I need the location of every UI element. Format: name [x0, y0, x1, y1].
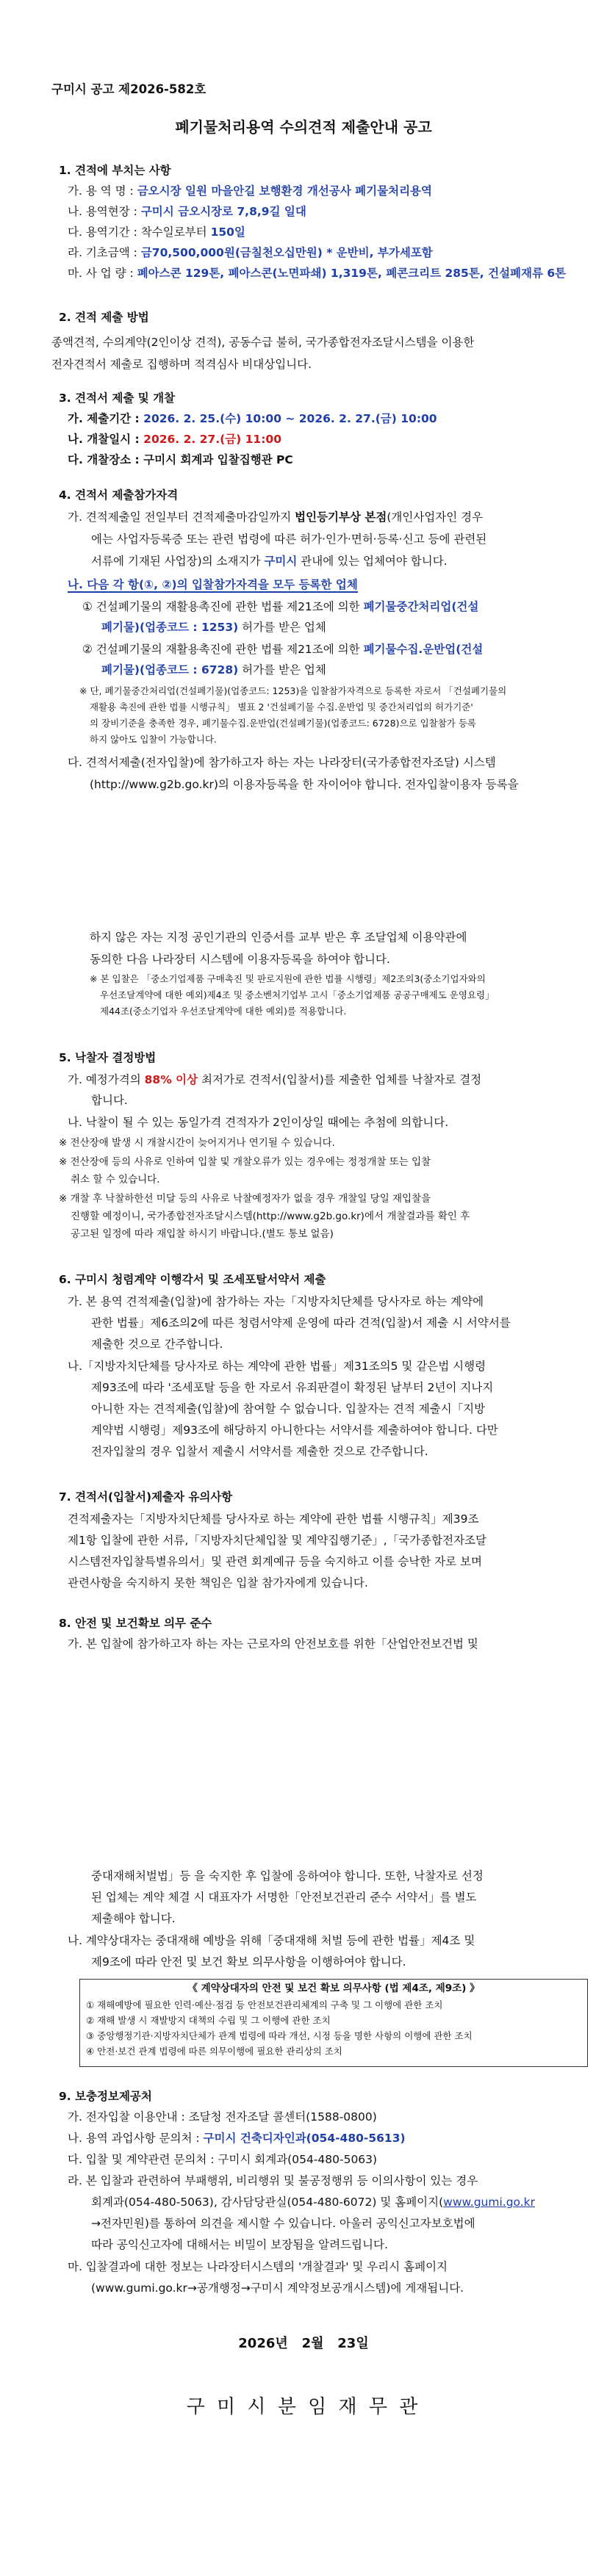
submission-period: 2026. 2. 25.(수) 10:00 ~ 2026. 2. 27.(금) 10:00 — [143, 412, 437, 425]
caution-note: ※ 개찰 후 낙찰하한선 미달 등의 사유로 낙찰예정자가 없을 경우 개찰일 당일 재입찰을 — [59, 1193, 431, 1205]
service-name-row: 가. 용 역 명 : 금오시장 일원 마을안길 보행환경 개선공사 폐기물처리용역 — [68, 184, 432, 198]
work-volume-row: 마. 사 업 량 : 폐아스콘 129톤, 폐아스콘(노면파쇄) 1,319톤, 폐콘크리트 285톤, 건설폐재류 6톤 — [68, 267, 567, 280]
caution-note: ※ 전산장애 발생 시 개찰시간이 늦어지거나 연기될 수 있습니다. — [59, 1137, 335, 1149]
caution-note: 취소 할 수 있습니다. — [71, 1174, 160, 1186]
opening-datetime: 2026. 2. 27.(금) 11:00 — [143, 433, 281, 446]
sme-note: ※ 본 입찰은 「중소기업제품 구매촉진 및 판로지원에 관한 법률 시행령」제2조의3(중소기업자와의 — [90, 973, 486, 984]
safety-duties-box — [79, 1979, 588, 2067]
qualification-line: 서류에 기재된 사업장)의 소재지가 구미시 관내에 있는 업체여야 합니다. — [91, 555, 448, 568]
safety-duty-item: ① 재해예방에 필요한 인력·예산·점검 등 안전보건관리체계의 구축 및 그 이행에 관한 조치 — [86, 1999, 443, 2010]
e-bid-line: (http://www.g2b.go.kr)의 이용자등록을 한 자이어야 합니다. 전자입찰이용자 등록을 — [90, 778, 519, 791]
e-bid-line: 동의한 다음 나라장터 시스템에 이용자등록을 하여야 합니다. — [90, 953, 390, 966]
safety-duty-line: 제9조에 따라 안전 및 보건 확보 의무사항을 이행하여야 합니다. — [91, 1955, 406, 1969]
e-bid-line: 다. 견적서제출(전자입찰)에 참가하고자 하는 자는 나라장터(국가종합전자조달) 시스템 — [68, 756, 496, 769]
registration-note: ※ 단, 폐기물중간처리업(건설폐기물)(업종코드: 1253)을 입찰참가자격으로 등록한 자로서 「건설폐기물의 — [79, 685, 507, 696]
tax-evasion-line: 제93조에 따라 '조세포탈 등을 한 자로서 유죄판결이 확정된 날부터 2년이 지나지 — [91, 1381, 494, 1394]
base-amount-row: 라. 기초금액 : 금70,500,000원(금칠천오십만원) * 운반비, 부가세포함 — [68, 246, 433, 259]
submission-method-line: 전자견적서 제출로 집행하며 적격심사 비대상입니다. — [51, 358, 312, 371]
e-bid-line: 하지 않은 자는 지정 공인기관의 인증서를 교부 받은 후 조달업체 이용약관에 — [90, 931, 467, 944]
tax-evasion-line: 전자입찰의 경우 입찰서 제출시 서약서를 제출한 것으로 간주합니다. — [91, 1445, 428, 1458]
result-info-line: 마. 입찰결과에 대한 정보는 나라장터시스템의 '개찰결과' 및 우리시 홈페이지 — [68, 2260, 448, 2273]
notice-number: 구미시 공고 제2026-582호 — [51, 82, 206, 96]
announcement-date: 2026년 2월 23일 — [238, 2336, 369, 2351]
integrity-line: 가. 본 용역 견적제출(입찰)에 참가하는 자는「지방자치단체를 당사자로 하는 계약에 — [68, 1295, 484, 1308]
safety-line: 된 업체는 계약 체결 시 대표자가 서명한「안전보건관리 준수 서약서」를 별도 — [91, 1891, 477, 1904]
registration-item-2: ② 건설폐기물의 재활용촉진에 관한 법률 제21조에 의한 폐기물수집.운반업(건설 — [82, 643, 484, 656]
base-amount: 금70,500,000원(금칠천오십만원) * 운반비, 부가세포함 — [140, 246, 433, 259]
registration-item-1: ① 건설폐기물의 재활용촉진에 관한 법률 제21조에 의한 폐기물중간처리업(건설 — [82, 600, 479, 613]
complaint-line: →전자민원)를 통하여 의견을 제시할 수 있습니다. 아울러 공익신고자보호법에 — [91, 2217, 475, 2230]
e-bid-help: 가. 전자입찰 이용안내 : 조달청 전자조달 콜센터(1588-0800) — [68, 2110, 377, 2124]
issuer-name: 구 미 시 분 임 재 무 관 — [186, 2396, 421, 2418]
submission-period-row: 가. 제출기간 : 2026. 2. 25.(수) 10:00 ~ 2026. 2. 27.(금) 10:00 — [68, 412, 437, 425]
opening-place: 다. 개찰장소 : 구미시 회계과 입찰집행관 PC — [68, 453, 293, 466]
section-8-heading: 8. 안전 및 보건확보 의무 준수 — [59, 1617, 212, 1630]
section-1-heading: 1. 견적에 부치는 사항 — [59, 164, 171, 177]
complaint-line: 따라 공익신고자에 대해서는 비밀이 보장됨을 알려드립니다. — [91, 2238, 388, 2251]
integrity-line: 제출한 것으로 간주합니다. — [91, 1338, 223, 1351]
tie-rule: 나. 낙찰이 될 수 있는 동일가격 견적자가 2인이상일 때에는 추첨에 의합니다. — [68, 1116, 449, 1129]
complaint-line: 회계과(054-480-5063), 감사담당관실(054-480-6072) 및 홈페이지(www.gumi.go.kr — [91, 2196, 536, 2209]
sme-note: 제44조(중소기업자 우선조달계약에 대한 예외)를 적용합니다. — [100, 1006, 347, 1017]
opening-datetime-row: 나. 개찰일시 : 2026. 2. 27.(금) 11:00 — [68, 433, 281, 446]
winner-criteria: 가. 예정가격의 88% 이상 최저가로 견적서(입찰서)를 제출한 업체를 낙찰자로 결정 — [68, 1073, 482, 1086]
safety-line: 가. 본 입찰에 참가하고자 하는 자는 근로자의 안전보호를 위한「산업안전보건법 및 — [68, 1637, 478, 1650]
service-site-row: 나. 용역현장 : 구미시 금오시장로 7,8,9길 일대 — [68, 205, 306, 218]
section-2-heading: 2. 견적 제출 방법 — [59, 311, 149, 324]
tax-evasion-line: 계약법 시행령」제93조에 해당하지 아니한다는 서약서를 제출하여야 합니다. 다만 — [91, 1424, 498, 1437]
integrity-line: 관한 법률」제6조의2에 따른 청렴서약제 운영에 따라 견적(입찰)서 제출 시 서약서를 — [91, 1316, 511, 1330]
service-period: 150일 — [210, 226, 245, 239]
registration-note: 하지 않아도 입찰이 가능합니다. — [90, 734, 217, 745]
bidder-notice-line: 견적제출자는「지방자치단체를 당사자로 하는 계약에 관한 법률 시행규칙」제39조 — [68, 1512, 479, 1526]
section-7-heading: 7. 견적서(입찰서)제출자 유의사항 — [59, 1490, 233, 1504]
registration-note: 재활용 촉진에 관한 법률 시행규칙」 별표 2 '건설폐기물 수집.운반업 및 중간처리업의 허가기준' — [90, 701, 473, 712]
qualification-line: 에는 사업자등록증 또는 관련 법령에 따른 허가·인가·면허·등록·신고 등에 관련된 — [91, 533, 487, 546]
task-contact: 구미시 건축디자인과(054-480-5613) — [203, 2132, 406, 2145]
service-name: 금오시장 일원 마을안길 보행환경 개선공사 폐기물처리용역 — [137, 184, 432, 198]
safety-duty-line: 나. 계약상대자는 중대재해 예방을 위해「중대재해 처벌 등에 관한 법률」제4조 및 — [68, 1934, 475, 1947]
tax-evasion-line: 나.「지방자치단체를 당사자로 하는 계약에 관한 법률」제31조의5 및 같은법 시행령 — [68, 1360, 486, 1373]
bidder-notice-line: 제1항 입찰에 관한 서류,「지방자치단체입찰 및 계약집행기준」,「국가종합전자조달 — [68, 1534, 486, 1547]
section-3-heading: 3. 견적서 제출 및 개찰 — [59, 392, 176, 405]
threshold-percent: 88% 이상 — [144, 1073, 198, 1086]
submission-method-line: 종액견적, 수의계약(2인이상 견적), 공동수급 불허, 국가종합전자조달시스템을 이용한 — [51, 336, 475, 349]
qualification-line: 가. 견적제출일 전일부터 견적제출마감일까지 법인등기부상 본점(개인사업자인 경우 — [68, 510, 484, 524]
service-site: 구미시 금오시장로 7,8,9길 일대 — [140, 205, 306, 218]
winner-criteria-cont: 합니다. — [91, 1094, 128, 1107]
section-4-heading: 4. 견적서 제출참가자격 — [59, 488, 179, 502]
caution-note: ※ 전산장애 등의 사유로 인하여 입찰 및 개찰오류가 있는 경우에는 정정개찰 또는 입찰 — [59, 1156, 431, 1168]
service-period-row: 다. 용역기간 : 착수일로부터 150일 — [68, 226, 245, 239]
bidder-notice-line: 시스템전자입찰특별유의서」및 관련 회계예규 등을 숙지하고 이를 승낙한 자로 보며 — [68, 1555, 483, 1568]
registration-note: 의 장비기준을 충족한 경우, 폐기물수집.운반업(건설폐기물)(업종코드: 6728)으로 입찰참가 등록 — [90, 718, 476, 729]
bidder-notice-line: 관련사항을 숙지하지 못한 책임은 입찰 참가자에게 있습니다. — [68, 1576, 368, 1590]
homepage-link[interactable]: www.gumi.go.kr — [443, 2196, 536, 2209]
caution-note: 공고된 일정에 따라 재입찰 하시기 바랍니다.(별도 통보 없음) — [71, 1228, 334, 1240]
section-6-heading: 6. 구미시 청렴계약 이행각서 및 조세포탈서약서 제출 — [59, 1273, 326, 1286]
result-info-line: (www.gumi.go.kr→공개행정→구미시 계약정보공개시스템)에 게재됩니다. — [91, 2281, 464, 2295]
safety-duty-item: ② 재해 발생 시 재발방지 대책의 수립 및 그 이행에 관한 조치 — [86, 2015, 331, 2026]
task-contact-row: 나. 용역 과업사항 문의처 : 구미시 건축디자인과(054-480-5613) — [68, 2132, 406, 2145]
safety-duty-item: ④ 안전·보건 관계 법령에 따른 의무이행에 필요한 관리상의 조치 — [86, 2046, 342, 2057]
safety-line: 중대재해처벌법」등 을 숙지한 후 입찰에 응하여야 합니다. 또한, 낙찰자로 선정 — [91, 1869, 484, 1883]
contract-contact: 다. 입찰 및 계약관련 문의처 : 구미시 회계과(054-480-5063) — [68, 2153, 378, 2166]
registration-item-1-cont: 폐기물)(업종코드 : 1253) 허가를 받은 업체 — [101, 621, 326, 634]
caution-note: 진행할 예정이니, 국가종합전자조달시스템(http://www.g2b.go.kr)에서 개찰결과를 확인 후 — [71, 1211, 470, 1222]
safety-duty-item: ③ 중앙행정기관·지방자치단체가 관계 법령에 따라 개선, 시정 등을 명한 사항의 이행에 관한 조치 — [86, 2030, 473, 2041]
complaint-line: 라. 본 입찰과 관련하여 부패행위, 비리행위 및 불공정행위 등 이의사항이 있는 경우 — [68, 2174, 478, 2187]
sme-note: 우선조달계약에 대한 예외)제4조 및 중소벤처기업부 고시「중소기업제품 공공구매제도 운영요령」 — [100, 989, 495, 1000]
tax-evasion-line: 아니한 자는 견적제출(입찰)에 참여할 수 없습니다. 입찰자는 견적 제출시「지방 — [91, 1402, 486, 1415]
safety-box-title: 《 계약상대자의 안전 및 보건 확보 의무사항 (법 제4조, 제9조) 》 — [187, 1982, 480, 1994]
required-registrations-heading: 나. 다음 각 항(①, ②)의 입찰참가자격을 모두 등록한 업체 — [68, 578, 358, 591]
page-title: 폐기물처리용역 수의견적 제출안내 공고 — [175, 118, 432, 136]
section-9-heading: 9. 보충정보제공처 — [59, 2090, 152, 2103]
safety-line: 제출해야 합니다. — [91, 1912, 176, 1925]
registration-item-2-cont: 폐기물)(업종코드 : 6728) 허가를 받은 업체 — [101, 663, 326, 677]
section-5-heading: 5. 낙찰자 결정방법 — [59, 1051, 157, 1064]
work-volume: 폐아스콘 129톤, 폐아스콘(노면파쇄) 1,319톤, 폐콘크리트 285톤, 건설폐재류 6톤 — [137, 267, 567, 280]
